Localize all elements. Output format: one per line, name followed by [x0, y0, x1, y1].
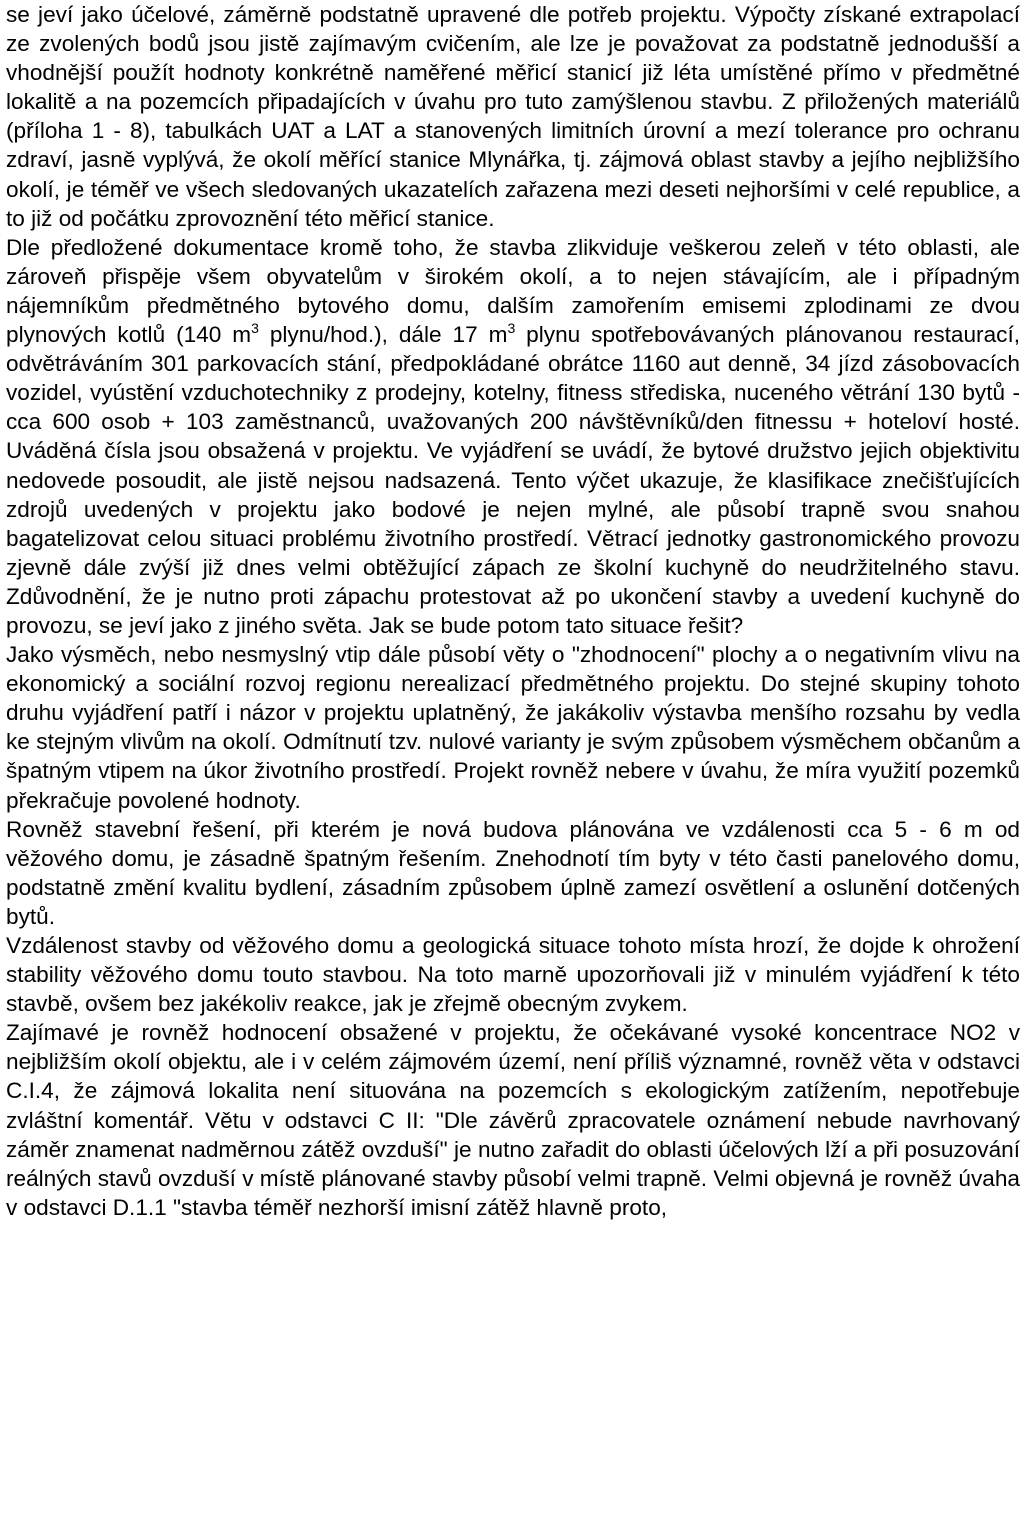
paragraph-mockery [6, 640, 1020, 815]
paragraph-text: plynu/hod.), dále 17 m [258, 322, 508, 348]
paragraph-text: Zajímavé je rovněž hodnocení obsažené v projektu, že očekávané vysoké koncentrace NO2 v nejbližším okolí objektu, ale i v celém zájmovém území, není příliš významné, rovněž věta v odstavci C.I.4, že zájmová lokalita není situována na pozemcích s ekologickým zatížením, nepotřebuje zvláštní komentář. Větu v odstavci C II: "Dle závěrů zpracovatele oznámení nebude navrhovaný záměr znamenat nadměrnou zátěž ovzduší" je nutno zařadit do oblasti účelových lží a při posuzování reálných stavů ovzduší v místě plánované stavby působí velmi trapně. Velmi objevná je rovněž úvaha v odstavci D.1.1 "stavba téměř nezhorší imisní zátěž hlavně proto, [6, 1020, 1020, 1220]
paragraph-text: Rovněž stavební řešení, při kterém je nová budova plánována ve vzdálenosti cca 5 - 6 m od věžového domu, je zásadně špatným řešením. Znehodnotí tím byty v této časti panelového domu, podstatně změní kvalitu bydlení, zásadním způsobem úplně zamezí osvětlení a oslunění dotčených bytů. [6, 816, 1020, 929]
superscript: 3 [507, 320, 516, 337]
paragraph-text: se jeví jako účelové, záměrně podstatně upravené dle potřeb projektu. Výpočty získané extrapolací ze zvolených bodů jsou jistě zajímavým cvičením, ale lze je považovat za podstatně jednodušší a vhodnější použít hodnoty konkrétně naměřené měřicí stanicí již léta umístěné přímo v předmětné lokalitě a na pozemcích připadajících v úvahu pro tuto zamýšlenou stavbu. Z přiložených materiálů (příloha 1 - 8), tabulkách UAT a LAT a stanovených limitních úrovní a mezí tolerance pro ochranu zdraví, jasně vyplývá, že okolí měřící stanice Mlynářka, tj. zájmová oblast stavby a jejího nejbližšího okolí, je téměř ve všech sledovaných ukazatelích zařazena mezi deseti nejhoršími v celé republice, a to již od počátku zprovoznění této měřicí stanice. [6, 2, 1020, 231]
paragraph-construction [6, 815, 1020, 931]
paragraph-intro [6, 0, 1020, 233]
paragraph-evaluation [6, 1018, 1020, 1222]
paragraph-text: plynu spotřebovávaných plánovanou restaurací, odvětráváním 301 parkovacích stání, předpokládané obrátce 1160 aut denně, 34 jízd zásobovacích vozidel, vyústění vzduchotechniky z prodejny, kotelny, fitness střediska, nuceného větrání 130 bytů - cca 600 osob + 103 zaměstnanců, uvažovaných 200 návštěvníků/den fitnessu + hoteloví hosté. Uváděná čísla jsou obsažená v projektu. Ve vyjádření se uvádí, že bytové družstvo jejich objektivitu nedovede posoudit, ale jistě nejsou nadsazená. Tento výčet ukazuje, že klasifikace znečišťujících zdrojů uvedených v projektu jako bodové je nejen mylné, ale působí trapně svou snahou bagatelizovat celou situaci problému životního prostředí. Větrací jednotky gastronomického provozu zjevně dále zvýší již dnes velmi obtěžující zápach ze školní kuchyně do neudržitelného stavu. Zdůvodnění, že je nutno proti zápachu protestovat až po ukončení stavby a uvedení kuchyně do provozu, se jeví jako z jiného světa. Jak se bude potom tato situace řešit? [6, 322, 1021, 638]
document-page [6, 0, 1020, 1222]
superscript: 3 [251, 320, 259, 337]
paragraph-text: Dle předložené dokumentace kromě toho, že stavba zlikviduje veškerou zeleň v této oblasti, ale zároveň přispěje všem obyvatelům v širokém okolí, a to nejen stávajícím, ale i případným nájemníkům předmětného bytového domu, dalším zamořením emisemi zplodinami ze dvou plynových kotlů (140 m [6, 234, 1020, 348]
paragraph-text: Vzdálenost stavby od věžového domu a geologická situace tohoto místa hrozí, že dojde k ohrožení stability věžového domu touto stavbou. Na toto marně upozorňovali již v minulém vyjádření k této stavbě, ovšem bez jakékoliv reakce, jak je zřejmě obecným zvykem. [6, 933, 1020, 1017]
paragraph-text: Jako výsměch, nebo nesmyslný vtip dále působí věty o "zhodnocení" plochy a o negativním vlivu na ekonomický a sociální rozvoj regionu nerealizací předmětného projektu. Do stejné skupiny tohoto druhu vyjádření patří i názor v projektu uplatněný, že jakákoliv výstavba menšího rozsahu by vedla ke stejným vlivům na okolí. Odmítnutí tzv. nulové varianty je svým způsobem výsměchem občanům a špatným vtipem na úkor životního prostředí. Projekt rovněž nebere v úvahu, že míra využití pozemků překračuje povolené hodnoty. [6, 642, 1020, 813]
paragraph-stability [6, 931, 1020, 1018]
paragraph-emissions [6, 233, 1020, 640]
